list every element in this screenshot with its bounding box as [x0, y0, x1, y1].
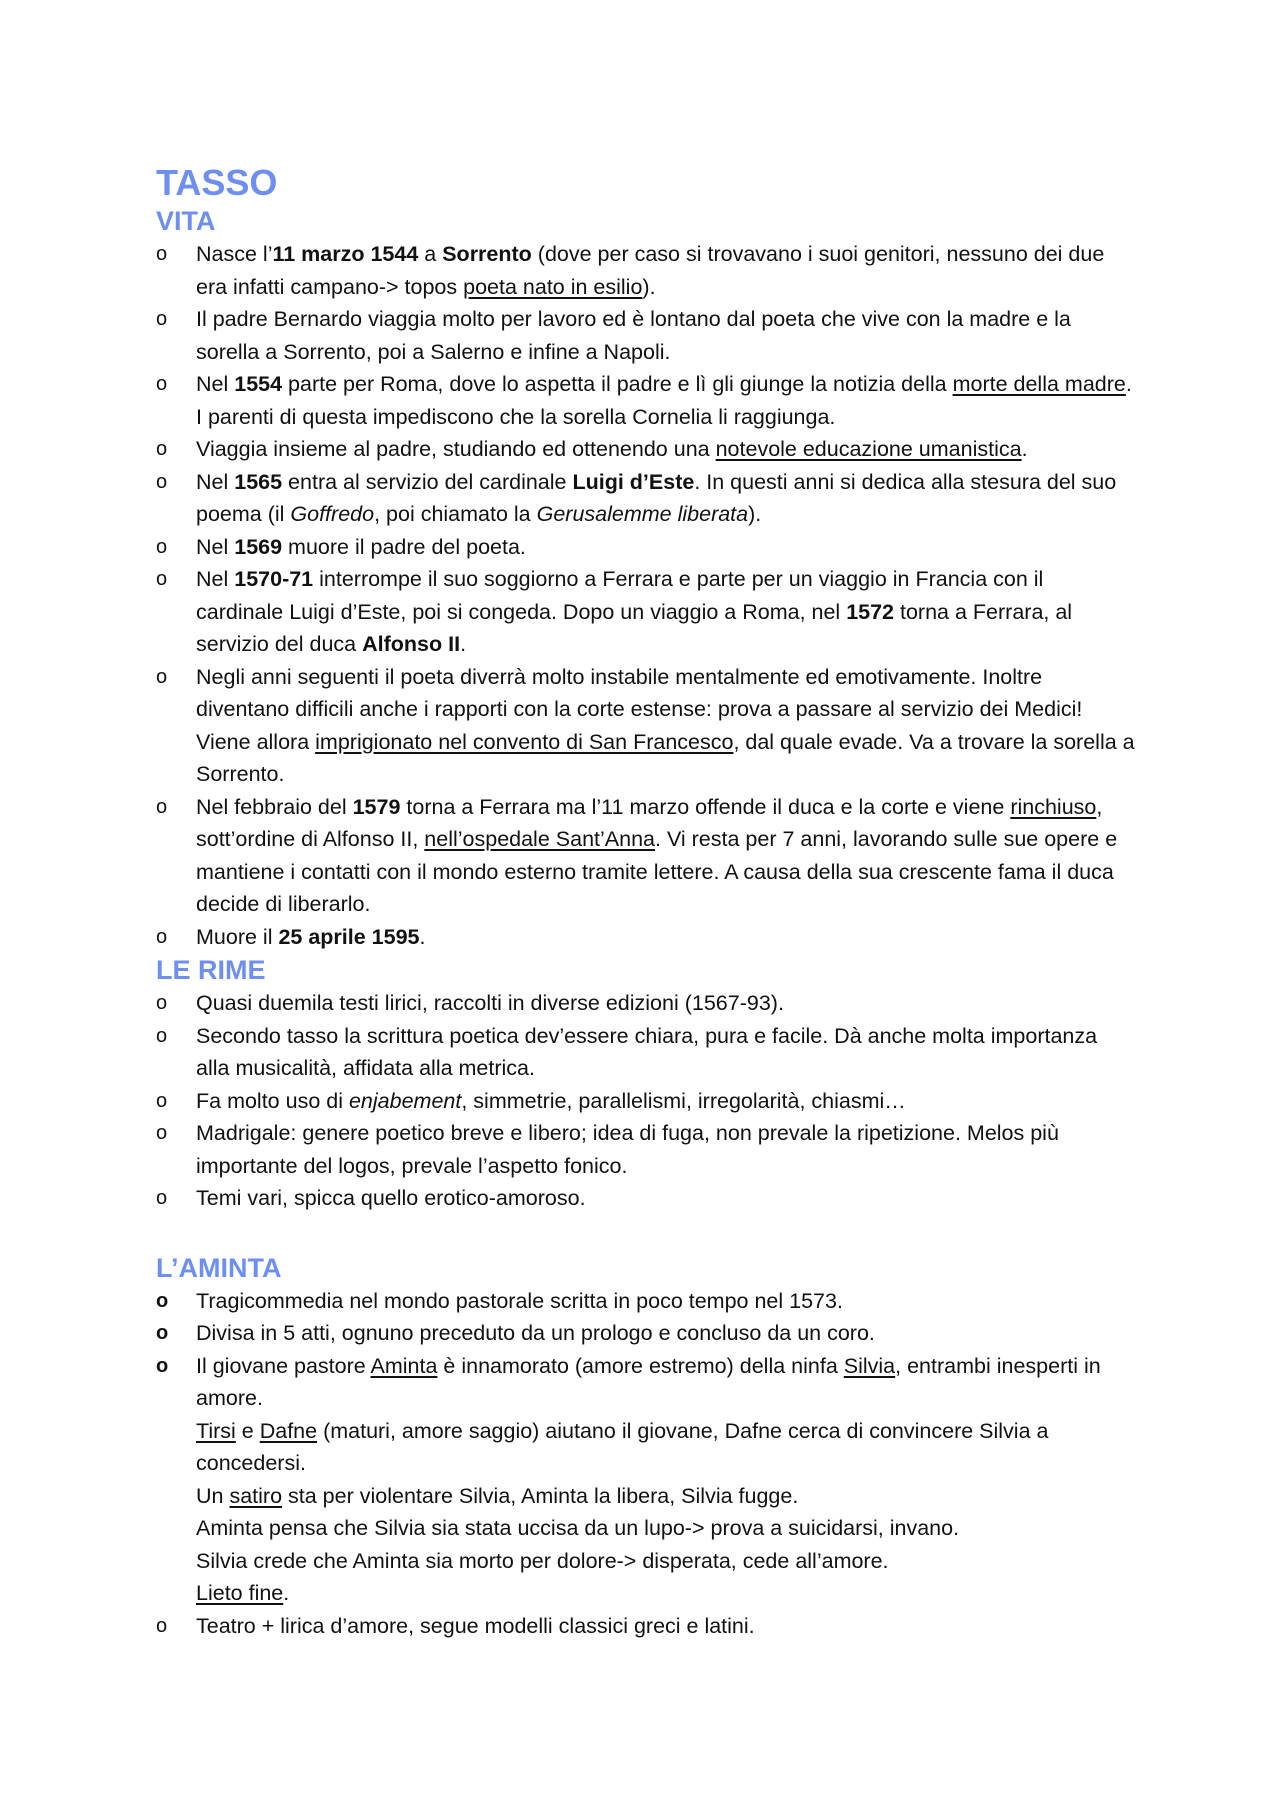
- list-item: o Fa molto uso di enjabement, simmetrie, parallelismi, irregolarità, chiasmi…: [156, 1085, 1136, 1118]
- section-heading-vita: VITA: [156, 206, 216, 236]
- list-item: o Nel febbraio del 1579 torna a Ferrara ma l’11 marzo offende il duca e la corte e viene rinchiuso, sott’ordine di Alfonso II, nell’ospedale Sant’Anna. Vi resta per 7 anni, lavorando sulle sue opere e mantiene i contatti con il mondo esterno tramite lettere. A causa della sua crescente fama il duca decide di liberarlo.: [156, 791, 1136, 921]
- list-item: o Viaggia insieme al padre, studiando ed ottenendo una notevole educazione umanistica.: [156, 433, 1136, 466]
- plot-paragraph: Tirsi e Dafne (maturi, amore saggio) aiutano il giovane, Dafne cerca di convincere Silvia a concedersi.: [196, 1418, 1049, 1475]
- bullet-icon: o: [156, 1354, 169, 1377]
- list-item: o Madrigale: genere poetico breve e libero; idea di fuga, non prevale la ripetizione. Melos più importante del logos, prevale l’aspetto fonico.: [156, 1117, 1136, 1182]
- bullet-icon: o: [156, 992, 168, 1014]
- list-item: o Secondo tasso la scrittura poetica dev’essere chiara, pura e facile. Dà anche molta importanza alla musicalità, affidata alla metrica.: [156, 1020, 1136, 1085]
- section-spacer: [156, 1215, 1136, 1251]
- bullet-icon: o: [156, 373, 168, 395]
- bullet-icon: o: [156, 438, 168, 460]
- bullet-icon: o: [156, 470, 168, 493]
- bullet-icon: o: [156, 1089, 168, 1112]
- list-item: o Nel 1565 entra al servizio del cardinale Luigi d’Este. In questi anni si dedica alla stesura del suo poema (il Goffredo, poi chiamato la Gerusalemme liberata).: [156, 466, 1136, 531]
- vita-list: [156, 238, 1136, 953]
- plot-paragraph: Un satiro sta per violentare Silvia, Aminta la libera, Silvia fugge.: [196, 1483, 799, 1508]
- bullet-icon: o: [156, 535, 168, 558]
- list-item: o Negli anni seguenti il poeta diverrà molto instabile mentalmente ed emotivamente. Inoltre diventano difficili anche i rapporti con la corte estense: prova a passare al servizio dei Medici! Viene allora imprigionato nel convento di San Francesco, dal quale evade. Va a trovare la sorella a Sorrento.: [156, 661, 1136, 791]
- document-page: [156, 162, 1136, 1642]
- list-item: o Il padre Bernardo viaggia molto per lavoro ed è lontano dal poeta che vive con la madre e la sorella a Sorrento, poi a Salerno e infine a Napoli.: [156, 303, 1136, 368]
- list-item: o Divisa in 5 atti, ognuno preceduto da un prologo e concluso da un coro.: [156, 1317, 1136, 1350]
- bullet-icon: o: [156, 665, 168, 688]
- bullet-icon: o: [156, 1122, 168, 1144]
- list-item: o Quasi duemila testi lirici, raccolti in diverse edizioni (1567-93).: [156, 987, 1136, 1020]
- rime-list: [156, 987, 1136, 1215]
- plot-paragraph: Silvia crede che Aminta sia morto per dolore-> disperata, cede all’amore.: [196, 1548, 889, 1573]
- bullet-icon: o: [156, 1187, 168, 1209]
- bullet-icon: o: [156, 568, 168, 590]
- list-item: o Teatro + lirica d’amore, segue modelli classici greci e latini.: [156, 1610, 1136, 1643]
- bullet-icon: o: [156, 1024, 168, 1047]
- list-item: o Nasce l’11 marzo 1544 a Sorrento (dove per caso si trovavano i suoi genitori, nessuno dei due era infatti campano-> topos poeta nato in esilio).: [156, 238, 1136, 303]
- list-item: o Tragicommedia nel mondo pastorale scritta in poco tempo nel 1573.: [156, 1285, 1136, 1318]
- bullet-icon: o: [156, 925, 168, 948]
- section-heading-aminta: L’AMINTA: [156, 1252, 282, 1283]
- bullet-icon: o: [156, 1614, 168, 1637]
- list-item: o Nel 1554 parte per Roma, dove lo aspetta il padre e lì gli giunge la notizia della morte della madre. I parenti di questa impediscono che la sorella Cornelia li raggiunga.: [156, 368, 1136, 433]
- list-item: o Nel 1569 muore il padre del poeta.: [156, 531, 1136, 564]
- aminta-list: [156, 1285, 1136, 1643]
- bullet-icon: o: [156, 243, 168, 265]
- bullet-icon: o: [156, 795, 168, 818]
- bullet-icon: o: [156, 308, 168, 330]
- list-item: o Muore il 25 aprile 1595.: [156, 921, 1136, 954]
- bullet-icon: o: [156, 1322, 169, 1344]
- document-title: TASSO: [156, 162, 278, 203]
- list-item: o Temi vari, spicca quello erotico-amoroso.: [156, 1182, 1136, 1215]
- bullet-icon: o: [156, 1289, 169, 1312]
- plot-paragraph: Aminta pensa che Silvia sia stata uccisa da un lupo-> prova a suicidarsi, invano.: [196, 1516, 960, 1540]
- plot-paragraph: Lieto fine.: [196, 1581, 290, 1605]
- list-item: o Il giovane pastore Aminta è innamorato (amore estremo) della ninfa Silvia, entrambi inesperti in amore. Tirsi e Dafne (maturi, amore saggio) aiutano il giovane, Dafne cerca di convincere Silvia a concedersi. Un satiro sta per violentare Silvia, Aminta la libera, Silvia fugge. Aminta pensa che Silvia sia stata uccisa da un lupo-> prova a suicidarsi, invano. Silvia crede che Aminta sia morto per dolore-> disperata, cede all’amore. Lieto fine.: [156, 1350, 1136, 1610]
- list-item: o Nel 1570-71 interrompe il suo soggiorno a Ferrara e parte per un viaggio in Francia con il cardinale Luigi d’Este, poi si congeda. Dopo un viaggio a Roma, nel 1572 torna a Ferrara, al servizio del duca Alfonso II.: [156, 563, 1136, 661]
- section-heading-rime: LE RIME: [156, 955, 266, 985]
